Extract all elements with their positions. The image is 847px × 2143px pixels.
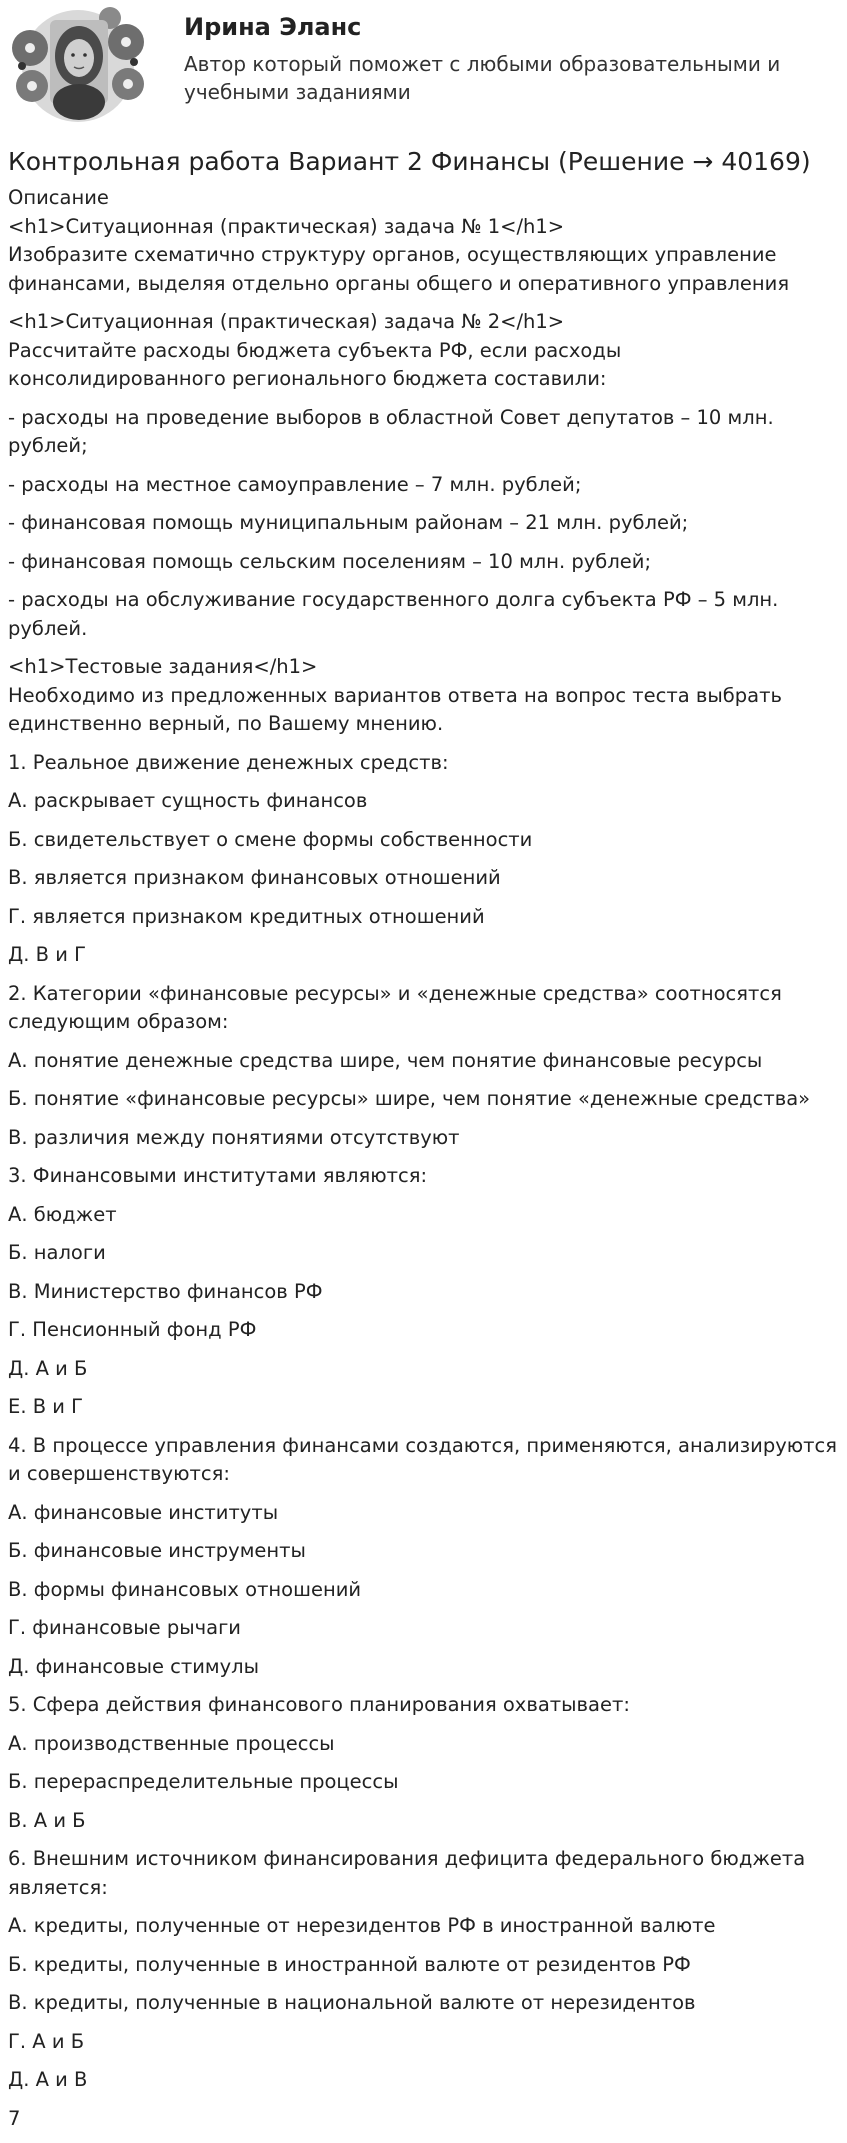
author-name[interactable]: Ирина Эланс — [184, 13, 362, 41]
answer-option: А. раскрывает сущность финансов — [8, 789, 368, 812]
author-avatar[interactable] — [8, 6, 148, 124]
answer-option: В. различия между понятиями отсутствуют — [8, 1125, 460, 1149]
answer-option: Б. перераспределительные процессы — [8, 1770, 399, 1793]
answer-option: Б. финансовые инструменты — [8, 1539, 306, 1562]
answer-option: Б. налоги — [8, 1241, 106, 1264]
question-3: 3. Финансовыми институтами являются: — [8, 1164, 428, 1187]
answer-option: А. кредиты, полученные от нерезидентов РФ в иностранной валюте — [8, 1914, 716, 1937]
answer-option: Е. В и Г — [8, 1395, 84, 1418]
answer-option: В. формы финансовых отношений — [8, 1577, 362, 1601]
tests-heading: <h1>Тестовые задания</h1> — [8, 655, 318, 678]
list-item: - расходы на проведение выборов в областной Совет депутатов – 10 млн. рублей; — [8, 405, 774, 457]
author-card — [0, 0, 847, 120]
answer-option: А. производственные процессы — [8, 1731, 335, 1755]
answer-option: Г. финансовые рычаги — [8, 1616, 241, 1639]
document-body — [8, 184, 843, 2143]
task1-heading: <h1>Ситуационная (практическая) задача № 1</h1> — [8, 214, 565, 238]
question-7-start: 7 — [8, 2106, 21, 2130]
answer-option: Г. А и Б — [8, 2029, 85, 2053]
page-title: Контрольная работа Вариант 2 Финансы (Решение → 40169) — [8, 147, 811, 176]
list-item: - финансовая помощь муниципальным районам – 21 млн. рублей; — [8, 511, 689, 534]
answer-option: Б. кредиты, полученные в иностранной валюте от резидентов РФ — [8, 1952, 691, 1976]
question-1: 1. Реальное движение денежных средств: — [8, 750, 449, 774]
answer-option: А. финансовые институты — [8, 1500, 279, 1524]
task2-heading: <h1>Ситуационная (практическая) задача № 2</h1> — [8, 310, 565, 333]
description-label: Описание — [8, 186, 109, 209]
answer-option: Г. Пенсионный фонд РФ — [8, 1318, 257, 1341]
author-description: Автор который поможет с любыми образовательными и учебными заданиями — [184, 52, 781, 104]
list-item: - расходы на местное самоуправление – 7 млн. рублей; — [8, 472, 582, 496]
question-4: 4. В процессе управления финансами создаются, применяются, анализируются и совершенствуются: — [8, 1433, 837, 1485]
answer-option: Д. финансовые стимулы — [8, 1654, 260, 1678]
answer-option: В. Министерство финансов РФ — [8, 1279, 323, 1303]
answer-option: Д. В и Г — [8, 943, 86, 966]
question-6: 6. Внешним источником финансирования дефицита федерального бюджета является: — [8, 1847, 806, 1899]
answer-option: А. понятие денежные средства шире, чем понятие финансовые ресурсы — [8, 1048, 763, 1072]
answer-option: Г. является признаком кредитных отношений — [8, 904, 485, 928]
list-item: - расходы на обслуживание государственного долга субъекта РФ – 5 млн. рублей. — [8, 588, 779, 640]
answer-option: А. бюджет — [8, 1202, 117, 1226]
task1-text: Изобразите схематично структуру органов, осуществляющих управление финансами, выделяя отдельно органы общего и оперативного управления — [8, 243, 790, 295]
task2-text: Рассчитайте расходы бюджета субъекта РФ, если расходы консолидированного регионального бюджета составили: — [8, 338, 622, 390]
answer-option: В. А и Б — [8, 1808, 86, 1832]
tests-intro: Необходимо из предложенных вариантов ответа на вопрос теста выбрать единственно верный, по Вашему мнению. — [8, 683, 782, 735]
list-item: - финансовая помощь сельским поселениям – 10 млн. рублей; — [8, 549, 652, 573]
answer-option: Б. понятие «финансовые ресурсы» шире, чем понятие «денежные средства» — [8, 1087, 811, 1110]
question-5: 5. Сфера действия финансового планирования охватывает: — [8, 1693, 630, 1716]
answer-option: Д. А и Б — [8, 1356, 88, 1380]
answer-option: Д. А и В — [8, 2068, 88, 2091]
answer-option: В. является признаком финансовых отношений — [8, 866, 501, 889]
answer-option: В. кредиты, полученные в национальной валюте от нерезидентов — [8, 1991, 696, 2014]
avatar-image — [8, 6, 148, 124]
answer-option: Б. свидетельствует о смене формы собственности — [8, 827, 533, 851]
question-2: 2. Категории «финансовые ресурсы» и «денежные средства» соотносятся следующим образом: — [8, 981, 782, 1033]
